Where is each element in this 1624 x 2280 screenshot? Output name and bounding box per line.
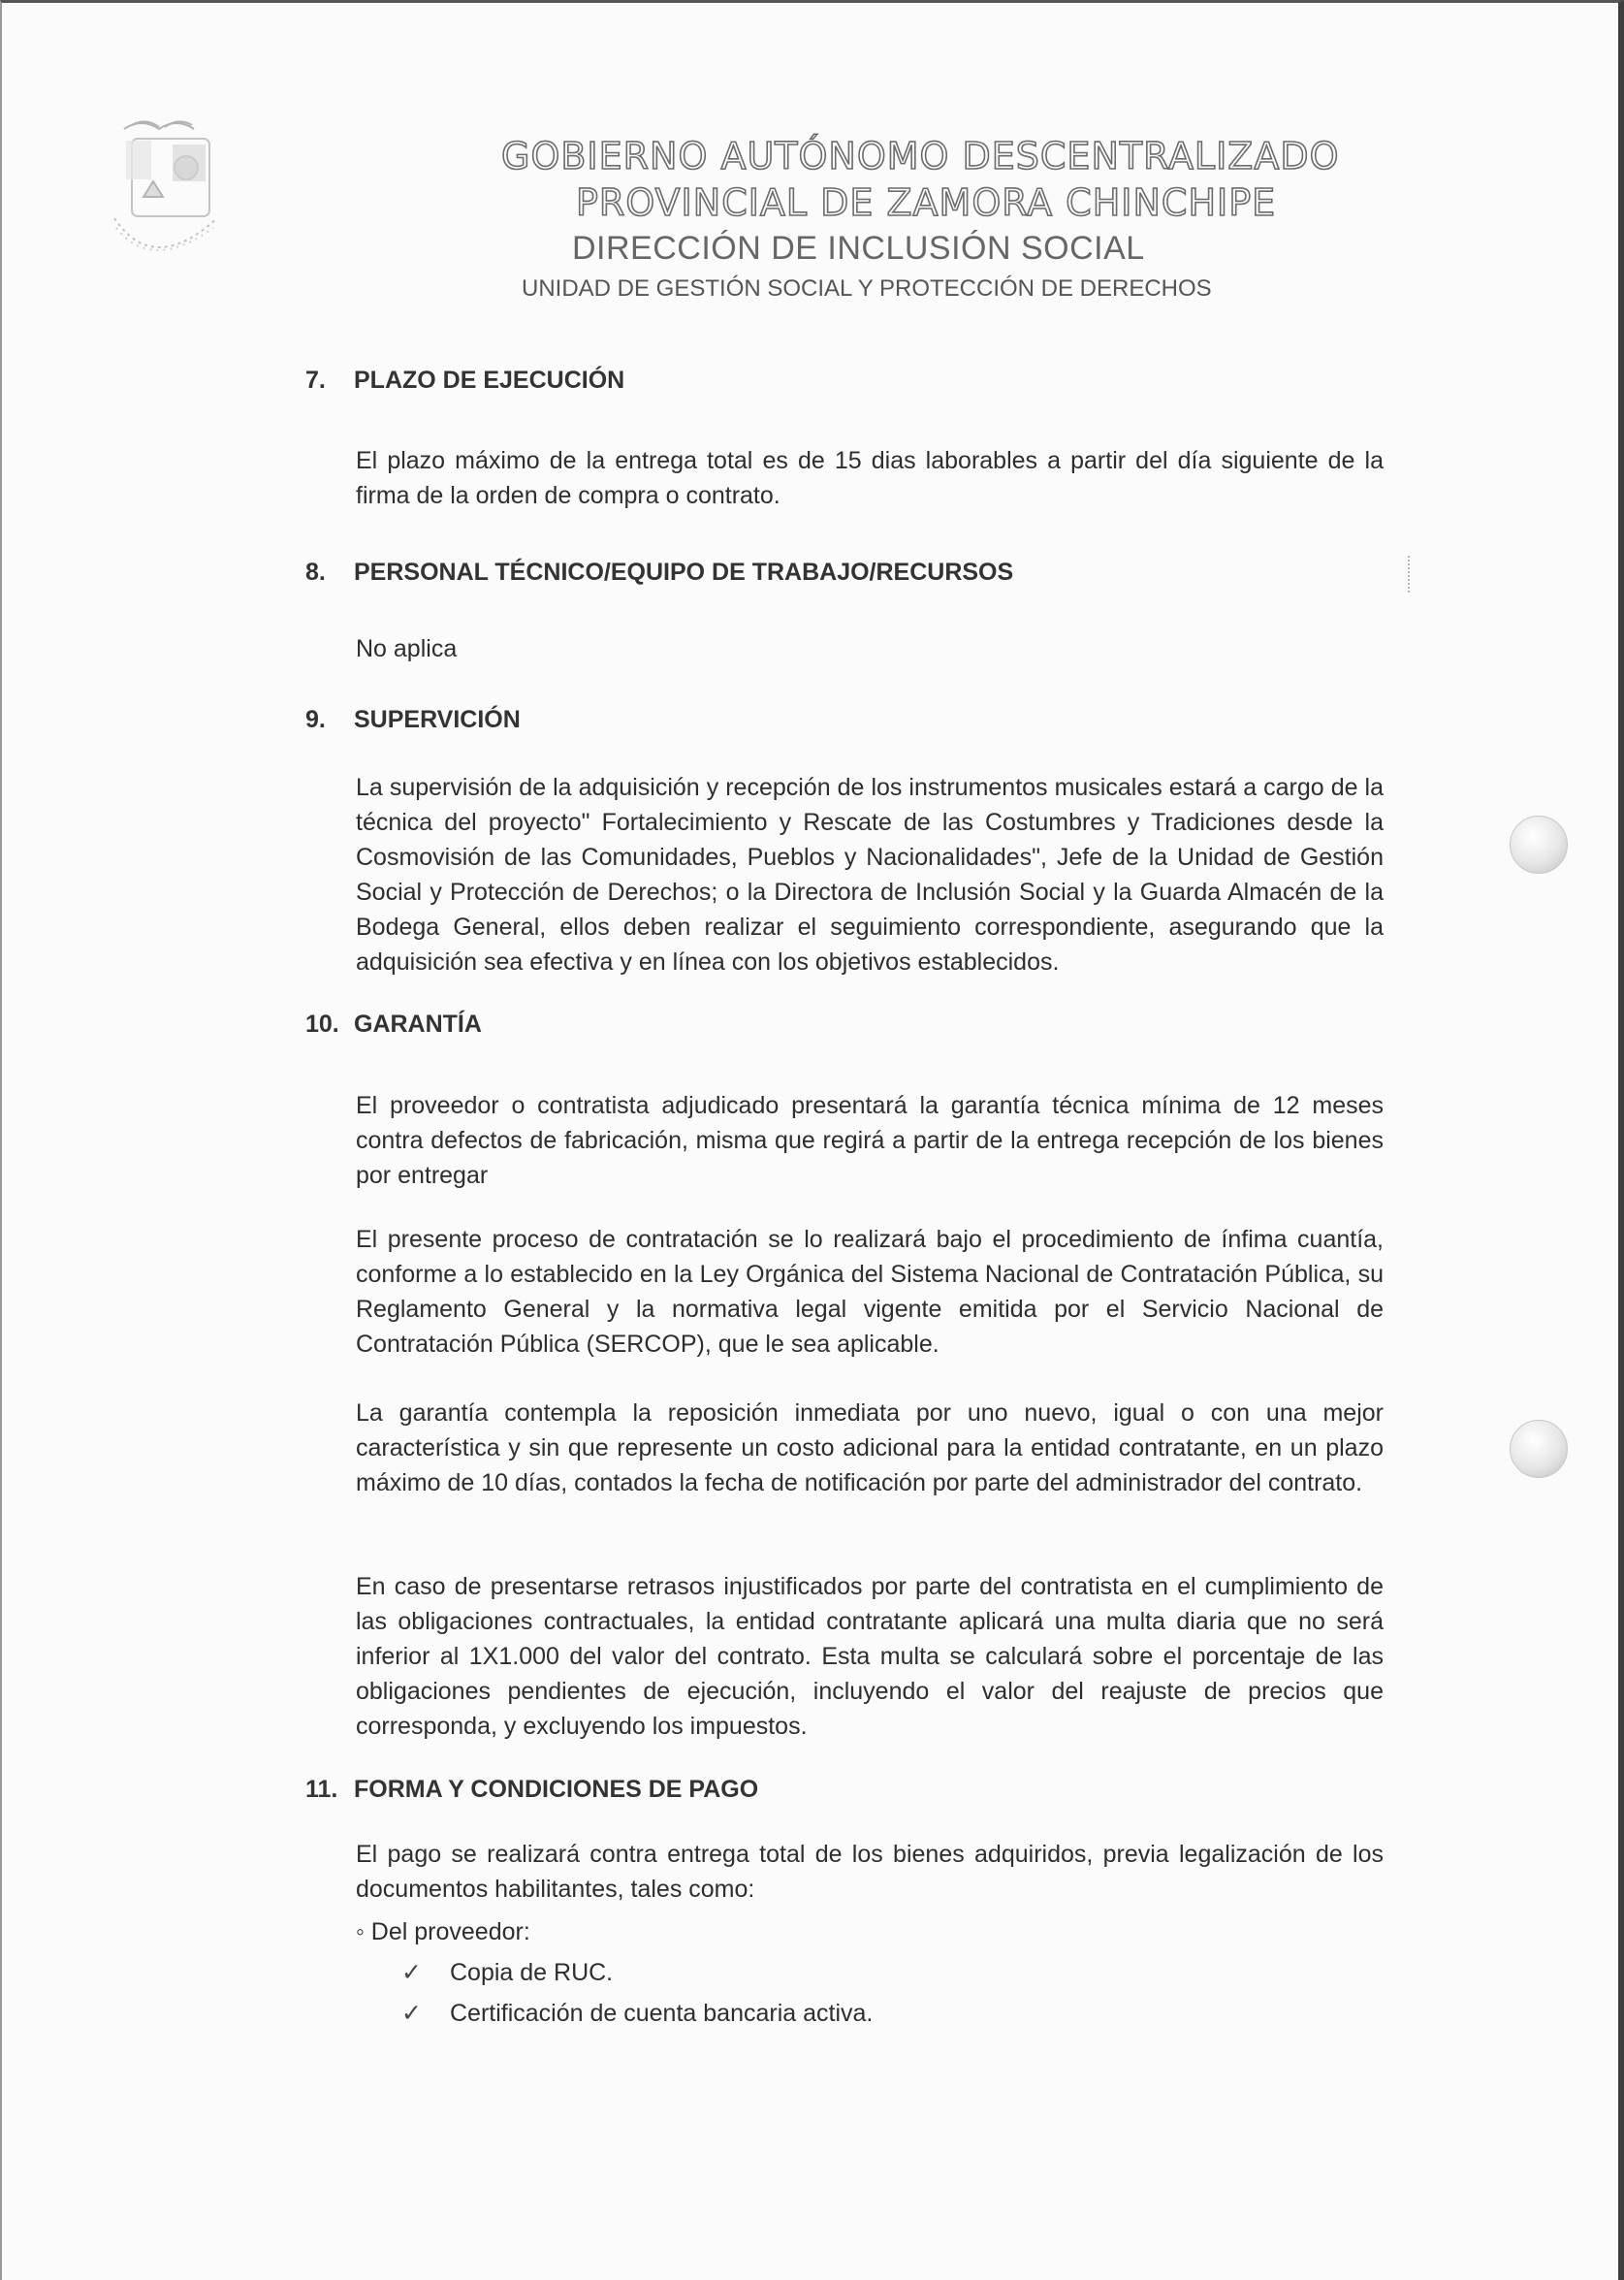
- paragraph: El plazo máximo de la entrega total es de 15 dias laborables a partir del día siguiente de la firma de la orden de compra o contrato.: [356, 447, 1384, 509]
- paragraph: El pago se realizará contra entrega total de los bienes adquiridos, previa legalización de los documentos habilitantes, tales como:: [356, 1841, 1384, 1903]
- section-number: 11.: [305, 1776, 338, 1803]
- checklist-item: [401, 1999, 873, 2028]
- checkmark-icon: ✓: [401, 1959, 422, 1986]
- scan-mark: [1408, 556, 1412, 593]
- checklist-item-label: Copia de RUC.: [450, 1959, 614, 1986]
- checklist-item-label: Certificación de cuenta bancaria activa.: [450, 2000, 874, 2027]
- checkmark-icon: ✓: [401, 2000, 422, 2027]
- paragraph: La garantía contempla la reposición inmediata por uno nuevo, igual o con una mejor característica y sin que represente un costo adicional para la entidad contratante, en un plazo máximo de 10 días, contados la fecha de notificación por parte del administrador del contrato.: [356, 1399, 1384, 1496]
- paragraph: En caso de presentarse retrasos injustificados por parte del contratista en el cumplimiento de las obligaciones contractuales, la entidad contratante aplicará una multa diaria que no será inferior al 1X1.000 del valor del contrato. Esta multa se calculará sobre el porcentaje de las obligaciones pendientes de ejecución, incluyendo el valor del reajuste de precios que corresponda, y excluyendo los impuestos.: [356, 1573, 1384, 1740]
- section-heading: FORMA Y CONDICIONES DE PAGO: [354, 1776, 759, 1803]
- paragraph: El presente proceso de contratación se lo realizará bajo el procedimiento de ínfima cuantía, conforme a lo establecido en la Ley Orgánica del Sistema Nacional de Contratación Pública, su Reglamento General y la normativa legal vigente emitida por el Servicio Nacional de Contratación Pública (SERCOP), que le sea aplicable.: [356, 1226, 1384, 1358]
- header-line-2: PROVINCIAL DE ZAMORA CHINCHIPE: [576, 181, 1277, 224]
- section-number: 9.: [305, 706, 326, 733]
- checklist-item: [401, 1958, 613, 1987]
- section-number: 7.: [305, 367, 326, 394]
- paragraph: El proveedor o contratista adjudicado presentará la garantía técnica mínima de 12 meses contra defectos de fabricación, misma que regirá a partir de la entrega recepción de los bienes por entregar: [356, 1092, 1384, 1189]
- paragraph: La supervisión de la adquisición y recepción de los instrumentos musicales estará a cargo de la técnica del proyecto" Fortalecimiento y Rescate de las Costumbres y Tradiciones desde la Cosmovisión de las Comunidades, Pueblos y Nacionalidades", Jefe de la Unidad de Gestión Social y Protección de Derechos; o la Directora de Inclusión Social y la Guarda Almacén de la Bodega General, ellos deben realizar el seguimiento correspondiente, asegurando que la adquisición sea efectiva y en línea con los objetivos establecidos.: [356, 774, 1384, 976]
- section-heading: SUPERVICIÓN: [354, 706, 521, 733]
- bullet-item: ◦ Del proveedor:: [356, 1918, 530, 1945]
- section-number: 8.: [305, 559, 326, 586]
- section-number: 10.: [305, 1011, 339, 1038]
- header-line-4: UNIDAD DE GESTIÓN SOCIAL Y PROTECCIÓN DE DERECHOS: [522, 275, 1212, 302]
- section-title: [305, 367, 624, 395]
- paragraph: No aplica: [356, 635, 458, 662]
- provincial-seal-icon: [103, 112, 229, 281]
- section-heading: PERSONAL TÉCNICO/EQUIPO DE TRABAJO/RECURSOS: [354, 559, 1014, 586]
- punch-hole: [1510, 1420, 1568, 1478]
- punch-hole: [1510, 816, 1568, 874]
- document-header: [487, 133, 1359, 307]
- header-line-1: GOBIERNO AUTÓNOMO DESCENTRALIZADO: [501, 135, 1340, 177]
- section-title: [305, 559, 1013, 587]
- section-heading: GARANTÍA: [354, 1011, 482, 1038]
- header-line-3: DIRECCIÓN DE INCLUSIÓN SOCIAL: [572, 230, 1145, 267]
- section-title: [305, 1776, 758, 1804]
- section-title: [305, 1011, 482, 1039]
- section-title: [305, 706, 521, 734]
- section-heading: PLAZO DE EJECUCIÓN: [354, 367, 625, 394]
